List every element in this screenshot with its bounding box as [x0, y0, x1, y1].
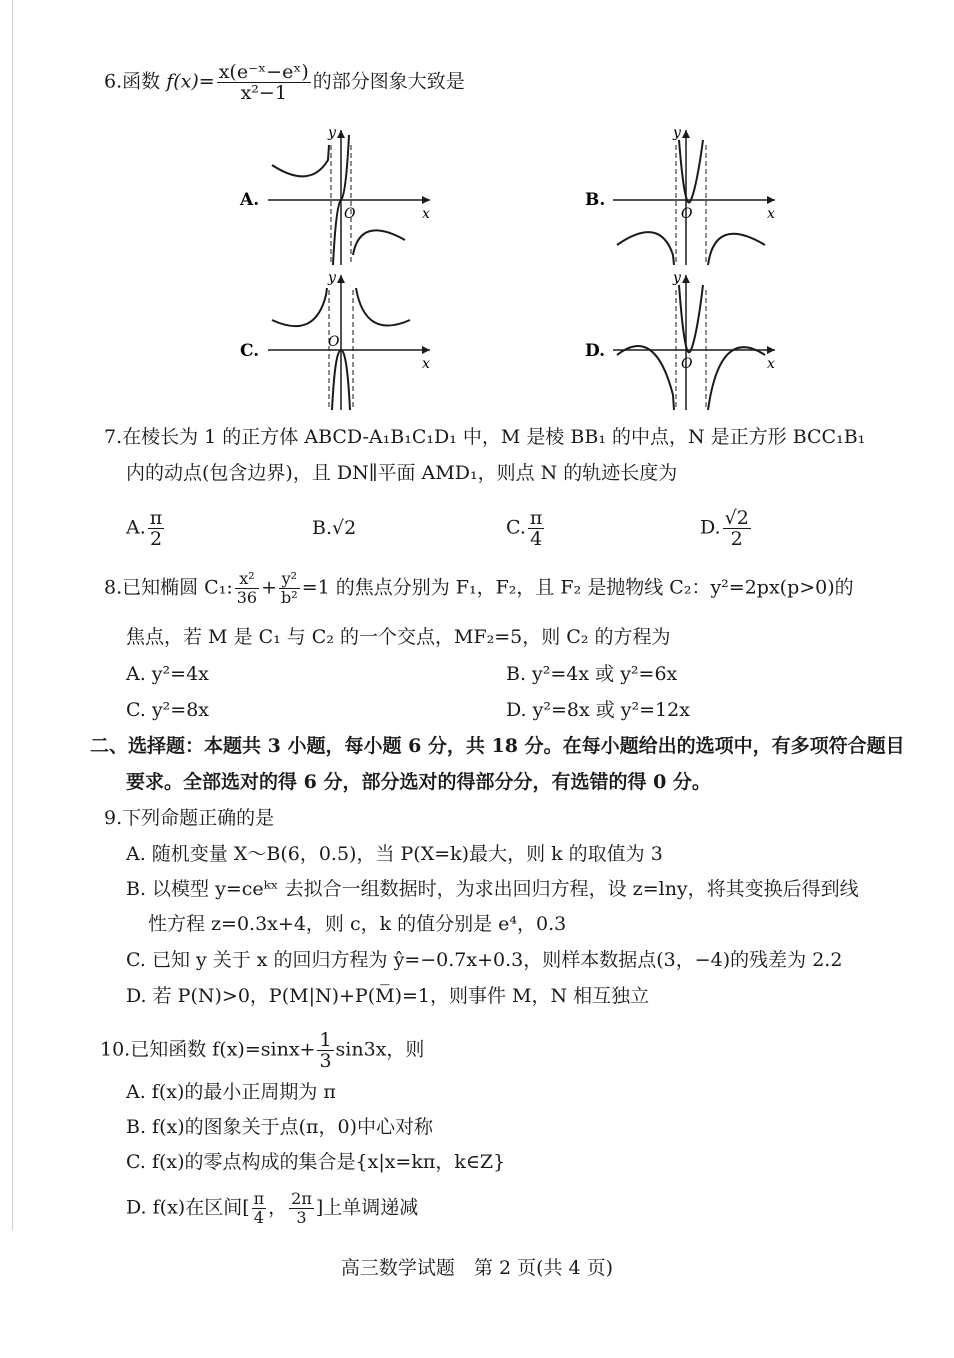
graph-d-origin: O	[681, 356, 693, 372]
q6-number: 6.	[104, 70, 123, 93]
graph-d-svg	[585, 270, 785, 410]
q8-option-a: A. y²=4x	[126, 663, 209, 685]
q7-option-c-label: C.	[506, 516, 526, 539]
q8-frac1-den: 36	[236, 588, 258, 607]
q8-option-d: D. y²=8x 或 y²=12x	[506, 699, 690, 721]
graph-d-x-label: x	[767, 356, 775, 372]
q10-frac-den: 3	[319, 1050, 332, 1072]
q10-option-a: A. f(x)的最小正周期为 π	[126, 1081, 336, 1103]
q10-option-b: B. f(x)的图象关于点(π，0)中心对称	[126, 1116, 434, 1138]
graph-d-y-label: y	[673, 270, 681, 286]
q7-option-d	[700, 508, 753, 549]
q7-option-b	[312, 516, 356, 540]
page-footer: 高三数学试题 第 2 页(共 4 页)	[340, 1257, 614, 1279]
q8-frac2-num: y²	[279, 570, 300, 589]
q7-option-b-value: √2	[332, 517, 357, 539]
q7-option-a-frac	[148, 508, 165, 549]
q7-option-c	[506, 508, 546, 549]
q9-number: 9.	[104, 807, 123, 829]
q6-tail: 的部分图象大致是	[312, 70, 465, 93]
graph-a-y-arrow	[337, 130, 345, 138]
q7-line2: 内的动点(包含边界)，且 DN∥平面 AMD₁，则点 N 的轨迹长度为	[126, 462, 678, 484]
q10-stem	[100, 1030, 424, 1071]
graph-a-curve-right	[353, 230, 405, 255]
graph-b-x-arrow	[767, 196, 775, 204]
q6-graph-b	[585, 125, 785, 269]
q9-option-b-line2: 性方程 z=0.3x+4，则 c，k 的值分别是 e⁴，0.3	[148, 913, 567, 935]
section2-line1: 二、选择题：本题共 3 小题，每小题 6 分，共 18 分。在每小题给出的选项中，有多项符合题目	[90, 735, 905, 757]
q7-line1	[104, 425, 865, 449]
graph-a-svg	[240, 125, 440, 265]
graph-b-curve-left	[617, 232, 674, 265]
graph-a-y-label: y	[328, 125, 336, 141]
q10-stem-b: sin3x，则	[335, 1038, 425, 1061]
q10-option-d-frac1-num: π	[253, 1189, 265, 1208]
margin-rule	[12, 0, 13, 1230]
q7-option-a-den: 2	[149, 528, 163, 550]
q10-option-d-frac1-den: 4	[253, 1208, 264, 1227]
q9-option-a: A. 随机变量 X～B(6，0.5)，当 P(X=k)最大，则 k 的取值为 3	[126, 843, 663, 865]
graph-d-curve-mid	[679, 285, 703, 352]
section2-line2: 要求。全部选对的得 6 分，部分选对的得部分分，有选错的得 0 分。	[126, 771, 711, 793]
q6-graph-c	[240, 270, 440, 414]
q10-stem-a: 已知函数 f(x)=sinx+	[130, 1038, 316, 1061]
q7-option-c-den: 4	[530, 528, 543, 550]
q8-frac2-den: b²	[281, 588, 298, 607]
q8-number: 8.	[104, 576, 123, 599]
graph-b-origin: O	[681, 206, 693, 222]
q10-option-d-frac2-num: 2π	[291, 1189, 312, 1208]
graph-b-x-label: x	[767, 206, 775, 222]
q8-line1	[104, 570, 854, 607]
graph-d-curve-right	[708, 347, 765, 410]
q10-option-d-b: ]上单调递减	[315, 1196, 419, 1219]
q7-option-a-label: A.	[126, 516, 146, 539]
q10-frac	[317, 1030, 333, 1071]
graph-d-curve-left	[617, 346, 674, 410]
q10-option-d-frac1	[252, 1190, 267, 1227]
q8-line1-b: =1 的焦点分别为 F₁，F₂，且 F₂ 是抛物线 C₂：y²=2px(p>0)的	[301, 576, 854, 599]
q6-fraction	[217, 62, 311, 103]
graph-c-curve-left	[272, 288, 327, 326]
graph-b-svg	[585, 125, 785, 265]
q8-frac1	[235, 570, 259, 607]
q7-option-d-label: D.	[700, 516, 721, 539]
graph-c-svg	[240, 270, 440, 410]
q9-option-d: D. 若 P(N)>0，P(M|N)+P(M̅)=1，则事件 M，N 相互独立	[126, 985, 650, 1007]
graph-d-x-arrow	[767, 346, 775, 354]
graph-a-curve-left	[272, 145, 329, 176]
q8-line1-a: 已知椭圆 C₁:	[122, 576, 233, 599]
q7-line1-text: 在棱长为 1 的正方体 ABCD-A₁B₁C₁D₁ 中，M 是棱 BB₁ 的中点，N 是正方形 BCC₁B₁	[122, 426, 866, 448]
q6-numerator: x(e⁻ˣ−eˣ)	[218, 61, 309, 83]
q8-frac1-num: x²	[235, 570, 259, 589]
q7-option-a	[126, 508, 166, 549]
graph-b-curve-mid	[679, 140, 703, 203]
graph-b-y-label: y	[673, 125, 681, 141]
q7-option-c-frac	[528, 508, 545, 549]
graph-c-y-label: y	[328, 270, 336, 286]
q7-option-d-frac	[723, 508, 751, 549]
graph-a-origin: O	[344, 206, 356, 222]
q7-option-d-num: √2	[724, 507, 749, 529]
q6-lead: 函数	[122, 70, 161, 93]
q10-option-c: C. f(x)的零点构成的集合是{x|x=kπ，k∈Z}	[126, 1151, 506, 1173]
q9-stem	[104, 806, 274, 830]
graph-c-x-label: x	[422, 356, 430, 372]
graph-a-x-arrow	[422, 196, 430, 204]
q9-option-c: C. 已知 y 关于 x 的回归方程为 ŷ=−0.7x+0.3，则样本数据点(3，−4)的残差为 2.2	[126, 949, 843, 971]
q7-option-c-num: π	[529, 507, 543, 529]
q7-option-a-num: π	[149, 507, 163, 529]
graph-a-x-label: x	[422, 206, 430, 222]
graph-c-y-arrow	[337, 275, 345, 283]
q8-option-b: B. y²=4x 或 y²=6x	[506, 663, 678, 685]
q10-option-d-a: D. f(x)在区间[	[126, 1196, 250, 1219]
q10-option-d-frac2	[289, 1190, 314, 1227]
graph-b-label: B.	[585, 190, 606, 210]
q9-stem-text: 下列命题正确的是	[122, 807, 275, 829]
graph-c-origin: O	[328, 334, 340, 350]
q7-option-b-label: B.	[312, 517, 333, 539]
q6-graph-d	[585, 270, 785, 414]
q6-stem	[104, 62, 465, 103]
graph-a-label: A.	[240, 190, 260, 210]
q7-option-d-den: 2	[730, 528, 743, 550]
graph-d-label: D.	[585, 341, 606, 361]
q8-frac2	[279, 570, 300, 607]
q7-number: 7.	[104, 426, 123, 448]
graph-c-curve-right	[356, 288, 410, 326]
q6-denominator: x²−1	[240, 82, 287, 104]
q8-plus: +	[261, 576, 278, 599]
q9-option-b-line1: B. 以模型 y=ceᵏˣ 去拟合一组数据时，为求出回归方程，设 z=lny，将其变换后得到线	[126, 878, 859, 900]
q8-line2: 焦点，若 M 是 C₁ 与 C₂ 的一个交点，MF₂=5，则 C₂ 的方程为	[126, 626, 671, 648]
q10-option-d-frac2-den: 3	[296, 1208, 307, 1227]
graph-c-x-arrow	[422, 346, 430, 354]
graph-d-y-arrow	[682, 275, 690, 283]
q6-func: f(x)=	[166, 70, 215, 93]
q10-option-d	[126, 1190, 418, 1227]
graph-b-y-arrow	[682, 130, 690, 138]
q10-frac-num: 1	[319, 1029, 332, 1051]
q8-option-c: C. y²=8x	[126, 699, 210, 721]
graph-c-label: C.	[240, 341, 260, 361]
q10-option-d-comma: ，	[268, 1196, 288, 1219]
q10-number: 10.	[100, 1038, 131, 1061]
graph-b-curve-right	[708, 234, 765, 265]
q6-graph-a	[240, 125, 440, 269]
